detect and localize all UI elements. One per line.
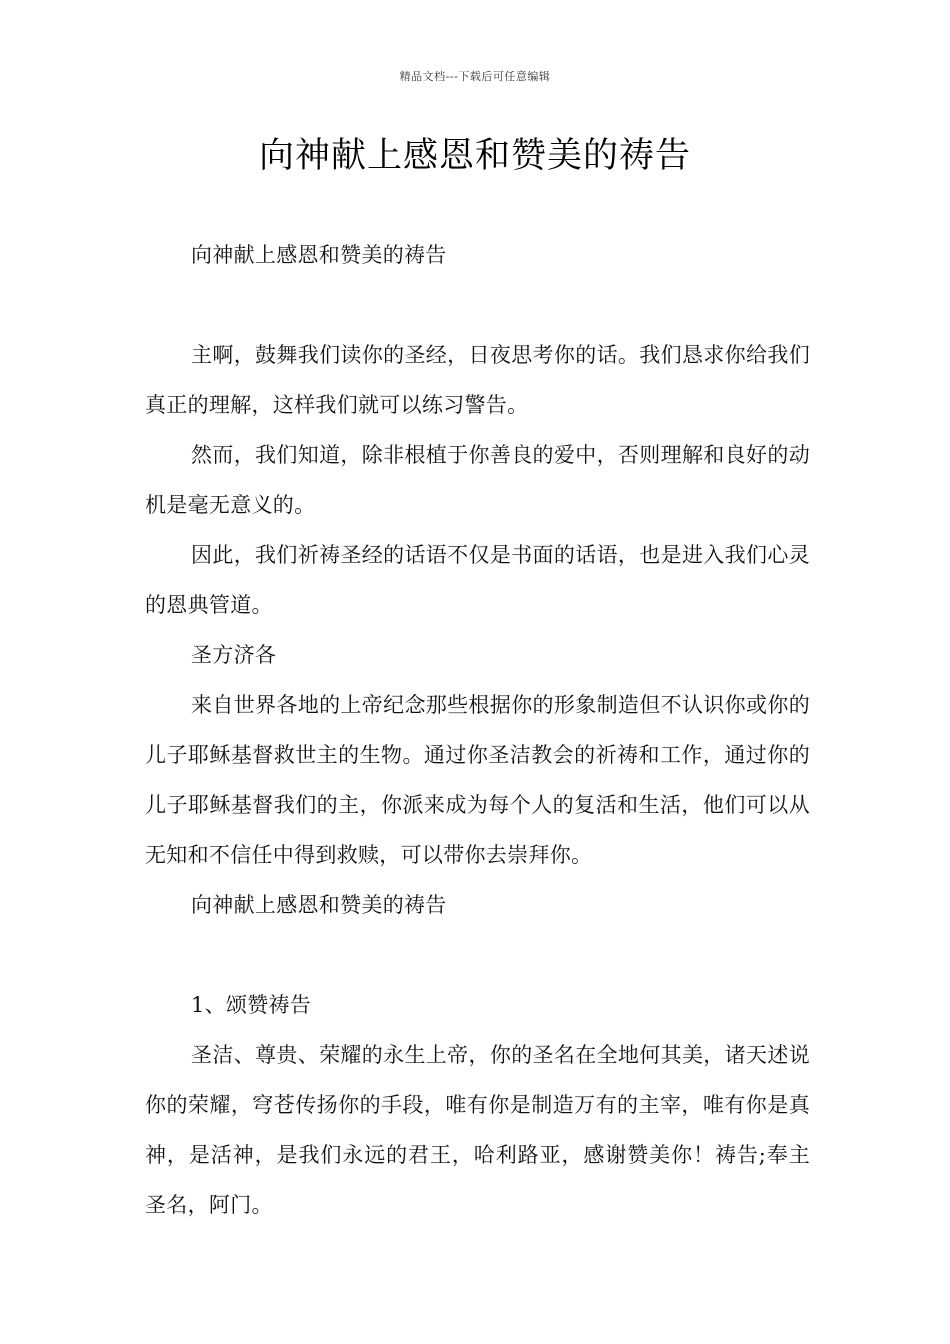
body-paragraph: 圣洁、尊贵、荣耀的永生上帝，你的圣名在全地何其美，诸天述说你的荣耀，穹苍传扬你的手段，唯有你是制造万有的主宰，唯有你是真神，是活神，是我们永远的君王，哈利路亚，感谢赞美你！祷告;奉主圣名，阿门。 bbox=[145, 1043, 810, 1217]
body-paragraph: 因此，我们祈祷圣经的话语不仅是书面的话语，也是进入我们心灵的恩典管道。 bbox=[145, 543, 810, 617]
body-paragraph: 来自世界各地的上帝纪念那些根据你的形象制造但不认识你或你的儿子耶稣基督救世主的生物。通过你圣洁教会的祈祷和工作，通过你的儿子耶稣基督我们的主，你派来成为每个人的复活和生活，他们可以从无知和不信任中得到救赎，可以带你去崇拜你。 bbox=[145, 693, 810, 867]
header-note: 精品文档---下载后可任意编辑 bbox=[399, 70, 551, 83]
paragraph-gap bbox=[145, 930, 810, 980]
body-paragraph: 然而，我们知道，除非根植于你善良的爱中，否则理解和良好的动机是毫无意义的。 bbox=[145, 443, 810, 517]
subtitle-paragraph: 向神献上感恩和赞美的祷告 bbox=[191, 243, 447, 267]
section-heading: 1、颂赞祷告 bbox=[191, 993, 312, 1017]
section-label: 圣方济各 bbox=[191, 643, 277, 667]
subtitle-paragraph: 向神献上感恩和赞美的祷告 bbox=[191, 893, 447, 917]
document-body bbox=[145, 230, 810, 1230]
body-paragraph: 主啊，鼓舞我们读你的圣经，日夜思考你的话。我们恳求你给我们真正的理解，这样我们就可以练习警告。 bbox=[145, 343, 810, 417]
document-title: 向神献上感恩和赞美的祷告 bbox=[258, 136, 691, 176]
paragraph-gap bbox=[145, 280, 810, 330]
